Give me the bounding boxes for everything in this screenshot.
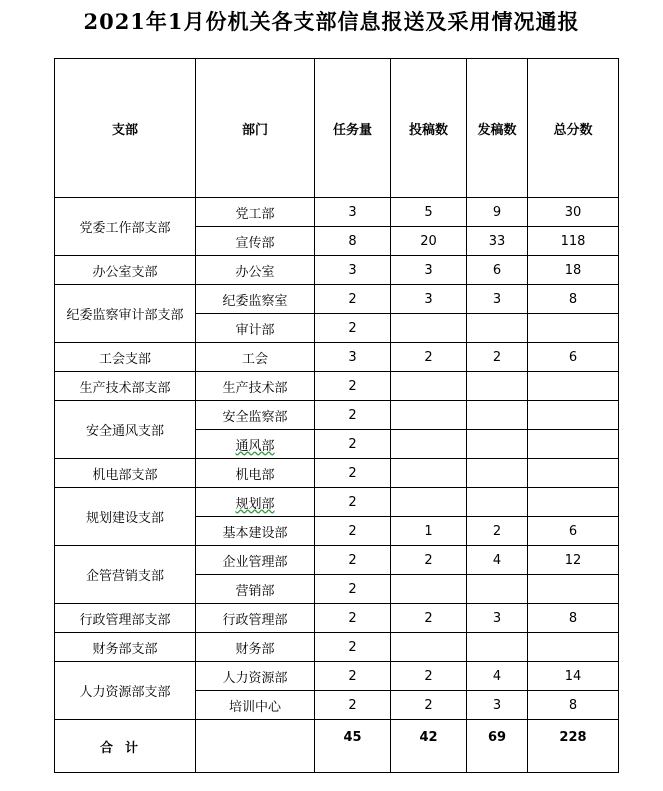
total-dept-cell: [196, 720, 315, 773]
score-cell: 8: [528, 285, 619, 314]
task-cell: 3: [315, 343, 391, 372]
section-cell: 企管营销支部: [55, 546, 196, 604]
pub-cell: 2: [467, 517, 528, 546]
pub-cell: 4: [467, 662, 528, 691]
submit-cell: [391, 488, 467, 517]
total-pub-cell: 69: [467, 720, 528, 773]
section-cell: 办公室支部: [55, 256, 196, 285]
header-cell-submit: 投稿数: [391, 59, 467, 198]
score-cell: 8: [528, 604, 619, 633]
pub-cell: 9: [467, 198, 528, 227]
submit-cell: [391, 430, 467, 459]
submit-cell: 5: [391, 198, 467, 227]
section-cell: 财务部支部: [55, 633, 196, 662]
section-cell: 人力资源部支部: [55, 662, 196, 720]
pub-cell: 4: [467, 546, 528, 575]
submit-cell: 2: [391, 604, 467, 633]
pub-cell: 3: [467, 691, 528, 720]
dept-cell: 机电部: [196, 459, 315, 488]
section-cell: 机电部支部: [55, 459, 196, 488]
dept-cell: 人力资源部: [196, 662, 315, 691]
table-row: [55, 604, 619, 633]
pub-cell: 3: [467, 285, 528, 314]
score-cell: 6: [528, 343, 619, 372]
submit-cell: 3: [391, 285, 467, 314]
dept-cell: 行政管理部: [196, 604, 315, 633]
task-cell: 2: [315, 488, 391, 517]
table-row: [55, 401, 619, 430]
submit-cell: [391, 575, 467, 604]
dept-cell: 安全监察部: [196, 401, 315, 430]
table-row: [55, 488, 619, 517]
dept-cell: 工会: [196, 343, 315, 372]
submit-cell: [391, 372, 467, 401]
section-cell: 工会支部: [55, 343, 196, 372]
header-cell-task: 任务量: [315, 59, 391, 198]
task-cell: 8: [315, 227, 391, 256]
score-cell: [528, 459, 619, 488]
table-row: [55, 343, 619, 372]
submit-cell: [391, 314, 467, 343]
header-cell-section: 支部: [55, 59, 196, 198]
task-cell: 2: [315, 430, 391, 459]
task-cell: 2: [315, 604, 391, 633]
report-table: [54, 58, 619, 773]
score-cell: 118: [528, 227, 619, 256]
total-label: 合计: [55, 720, 196, 773]
submit-cell: 1: [391, 517, 467, 546]
score-cell: 30: [528, 198, 619, 227]
score-cell: [528, 401, 619, 430]
dept-cell: 通风部: [196, 430, 315, 459]
pub-cell: [467, 575, 528, 604]
task-cell: 2: [315, 546, 391, 575]
dept-cell: 企业管理部: [196, 546, 315, 575]
task-cell: 2: [315, 459, 391, 488]
dept-cell: 培训中心: [196, 691, 315, 720]
page-title: 2021年1月份机关各支部信息报送及采用情况通报: [83, 9, 580, 34]
total-task-cell: 45: [315, 720, 391, 773]
score-cell: [528, 430, 619, 459]
task-cell: 2: [315, 691, 391, 720]
task-cell: 2: [315, 285, 391, 314]
section-cell: 纪委监察审计部支部: [55, 285, 196, 343]
table-row: [55, 256, 619, 285]
task-cell: 2: [315, 401, 391, 430]
pub-cell: [467, 372, 528, 401]
pub-cell: [467, 633, 528, 662]
table-row: [55, 285, 619, 314]
total-submit-cell: 42: [391, 720, 467, 773]
table-row: [55, 459, 619, 488]
task-cell: 2: [315, 575, 391, 604]
dept-cell: 审计部: [196, 314, 315, 343]
pub-cell: 2: [467, 343, 528, 372]
score-cell: [528, 314, 619, 343]
dept-cell: 营销部: [196, 575, 315, 604]
header-cell-dept: 部门: [196, 59, 315, 198]
submit-cell: [391, 401, 467, 430]
header-cell-pub: 发稿数: [467, 59, 528, 198]
dept-cell: 宣传部: [196, 227, 315, 256]
score-cell: 18: [528, 256, 619, 285]
pub-cell: [467, 488, 528, 517]
submit-cell: 2: [391, 662, 467, 691]
header-row: [55, 59, 619, 198]
table-row: [55, 372, 619, 401]
table-row: [55, 633, 619, 662]
submit-cell: [391, 633, 467, 662]
dept-cell: 办公室: [196, 256, 315, 285]
pub-cell: [467, 430, 528, 459]
dept-cell: 生产技术部: [196, 372, 315, 401]
section-cell: 安全通风支部: [55, 401, 196, 459]
score-cell: [528, 372, 619, 401]
dept-cell: 规划部: [196, 488, 315, 517]
score-cell: 12: [528, 546, 619, 575]
section-cell: 生产技术部支部: [55, 372, 196, 401]
score-cell: [528, 575, 619, 604]
submit-cell: 2: [391, 691, 467, 720]
submit-cell: [391, 459, 467, 488]
section-cell: 规划建设支部: [55, 488, 196, 546]
score-cell: 6: [528, 517, 619, 546]
pub-cell: [467, 401, 528, 430]
pub-cell: [467, 459, 528, 488]
score-cell: [528, 488, 619, 517]
pub-cell: [467, 314, 528, 343]
dept-cell: 基本建设部: [196, 517, 315, 546]
task-cell: 3: [315, 256, 391, 285]
section-cell: 党委工作部支部: [55, 198, 196, 256]
task-cell: 2: [315, 662, 391, 691]
submit-cell: 20: [391, 227, 467, 256]
dept-cell: 党工部: [196, 198, 315, 227]
task-cell: 2: [315, 314, 391, 343]
pub-cell: 6: [467, 256, 528, 285]
submit-cell: 2: [391, 546, 467, 575]
dept-cell: 纪委监察室: [196, 285, 315, 314]
total-score-cell: 228: [528, 720, 619, 773]
task-cell: 3: [315, 198, 391, 227]
header-cell-score: 总分数: [528, 59, 619, 198]
task-cell: 2: [315, 372, 391, 401]
submit-cell: 3: [391, 256, 467, 285]
pub-cell: 33: [467, 227, 528, 256]
dept-cell: 财务部: [196, 633, 315, 662]
task-cell: 2: [315, 633, 391, 662]
task-cell: 2: [315, 517, 391, 546]
table-row: [55, 546, 619, 575]
score-cell: 8: [528, 691, 619, 720]
pub-cell: 3: [467, 604, 528, 633]
section-cell: 行政管理部支部: [55, 604, 196, 633]
table-row: [55, 198, 619, 227]
submit-cell: 2: [391, 343, 467, 372]
score-cell: 14: [528, 662, 619, 691]
score-cell: [528, 633, 619, 662]
table-row: [55, 662, 619, 691]
total-row: [55, 720, 619, 773]
